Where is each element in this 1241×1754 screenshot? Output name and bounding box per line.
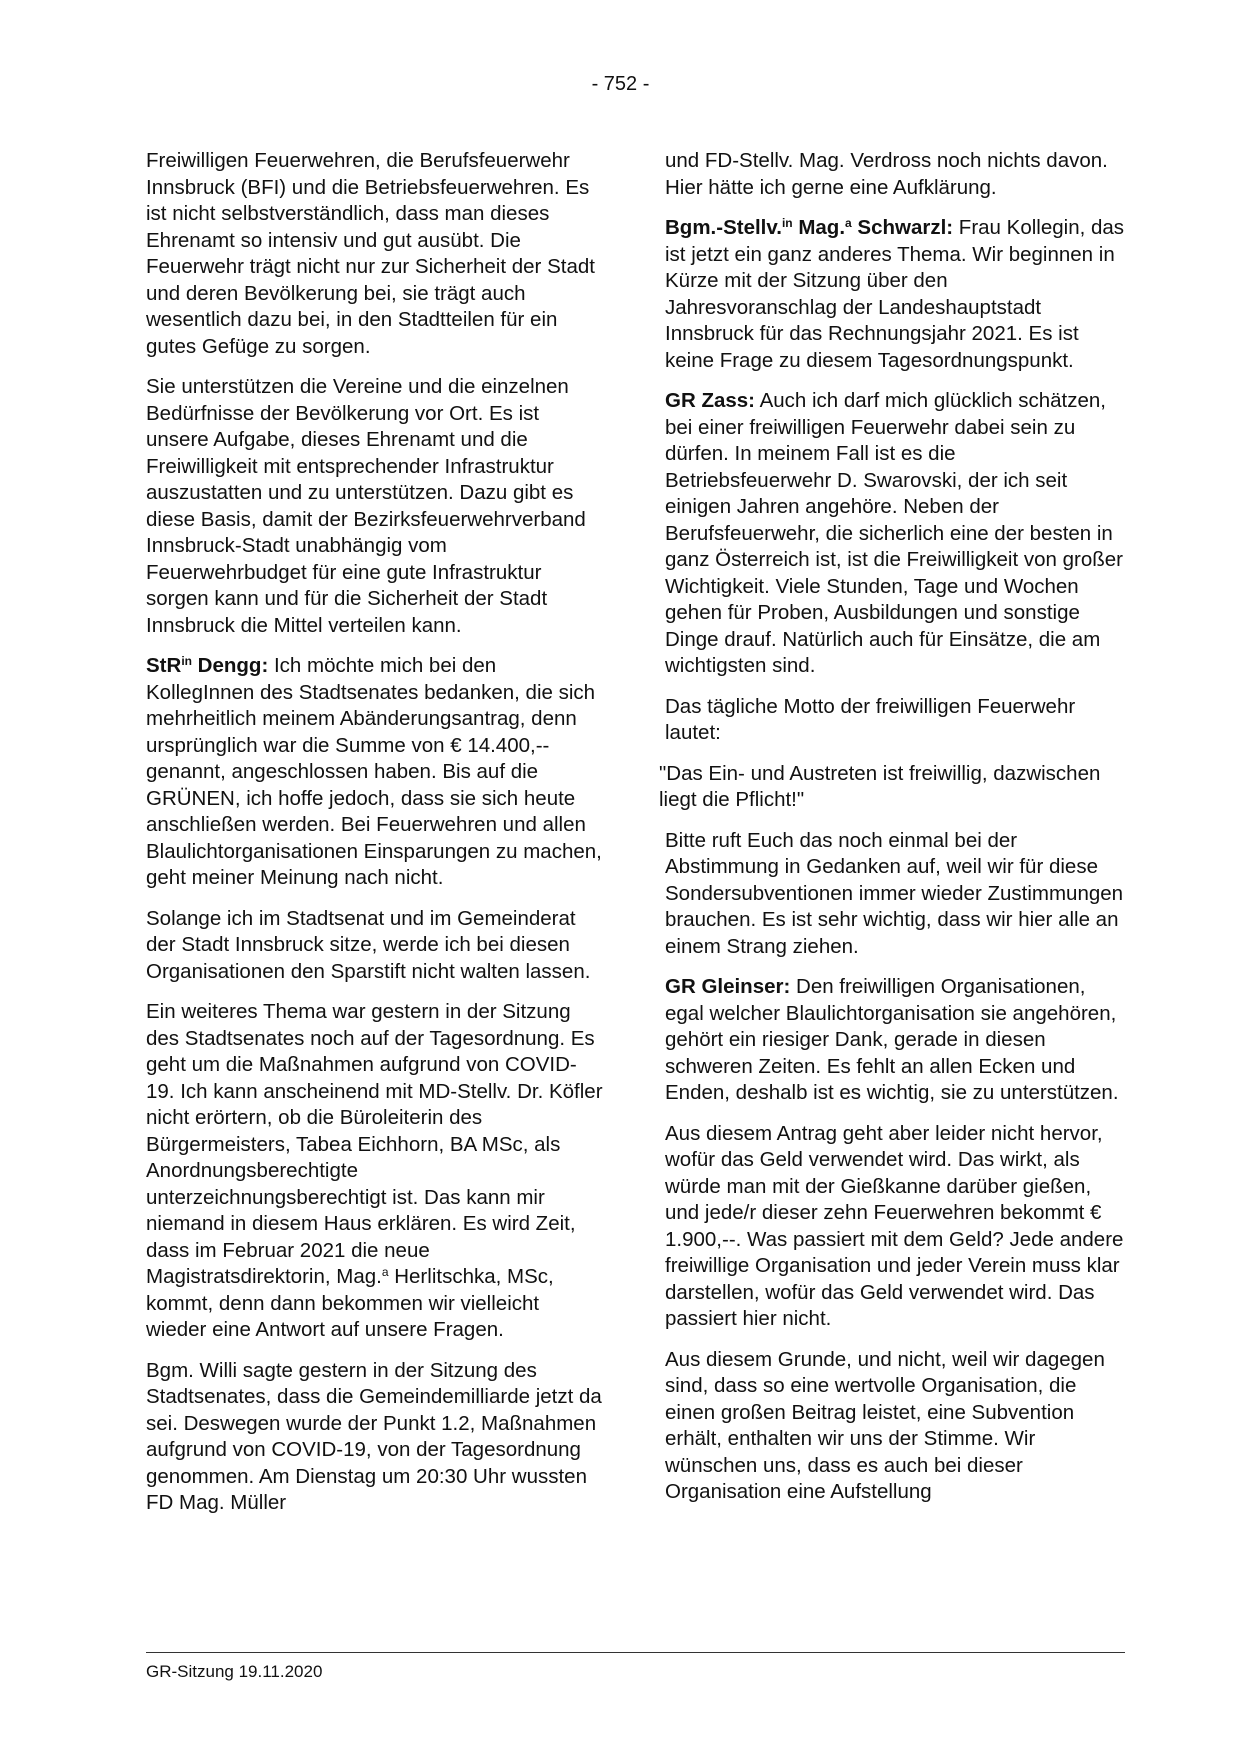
paragraph: Freiwilligen Feuerwehren, die Berufsfeuerwehr Innsbruck (BFI) und die Betriebsfeuerwehren. Es ist nicht selbstverständlich, dass man dieses Ehrenamt so intensiv und gut ausübt. Die Feuerwehr trägt nicht nur zur Sicherheit der Stadt und deren Bevölkerung bei, sie trägt auch wesentlich dazu bei, in den Stadtteilen für ein gutes Gefüge zu sorgen. (146, 149, 595, 358)
speaker-name: GR Gleinser: (665, 975, 791, 998)
paragraph: Aus diesem Antrag geht aber leider nicht hervor, wofür das Geld verwendet wird. Das wirkt, als würde man mit der Gießkanne darüber gießen, und jede/r dieser zehn Feuerwehren bekommt € 1.900,--. Was passiert mit dem Geld? Jede andere freiwillige Organisation und jeder Verein muss klar darstellen, wofür das Geld verwendet wird. Das passiert hier nicht. (665, 1121, 1124, 1330)
speech-paragraph (665, 974, 1125, 1107)
paragraph: Bitte ruft Euch das noch einmal bei der Abstimmung in Gedanken auf, weil wir für diese Sondersubventionen immer wieder Zustimmungen brauchen. Es ist sehr wichtig, dass wir hier alle an einem Strang ziehen. (665, 828, 1124, 958)
paragraph: Bgm. Willi sagte gestern in der Sitzung des Stadtsenates, dass die Gemeindemilliarde jetzt da sei. Deswegen wurde der Punkt 1.2, Maßnahmen aufgrund von COVID-19, von der Tagesordnung genommen. Am Dienstag um 20:30 Uhr wussten FD Mag. Müller (146, 1358, 602, 1514)
speech-paragraph (665, 388, 1125, 680)
speech-text: Auch ich darf mich glücklich schätzen, bei einer freiwilligen Feuerwehr dabei sein zu dürfen. In meinem Fall ist es die Betriebsfeuerwehr D. Swarovski, der ich seit einigen Jahren angehöre. Neben der Berufsfeuerwehr, die sicherlich eine der besten in ganz Österreich ist, ist die Freiwilligkeit von großer Wichtigkeit. Viele Stunden, Tage und Wochen gehen für Proben, Ausbildungen und sonstige Dinge drauf. Natürlich auch für Einsätze, die am wichtigsten sind. (665, 389, 1123, 677)
paragraph: und FD-Stellv. Mag. Verdross noch nichts davon. Hier hätte ich gerne eine Aufklärung. (665, 149, 1108, 199)
speaker-name: StR$^{in}$ Dengg: (146, 654, 269, 677)
footer-label: GR-Sitzung 19.11.2020 (146, 1662, 323, 1681)
paragraph: Das tägliche Motto der freiwilligen Feuerwehr lautet: (665, 694, 1076, 744)
paragraph: Sie unterstützen die Vereine und die einzelnen Bedürfnisse der Bevölkerung vor Ort. Es ist unsere Aufgabe, dieses Ehrenamt und die Freiwilligkeit mit entsprechender Infrastruktur auszustatten und zu unterstützen. Dazu gibt es diese Basis, damit der Bezirksfeuerwehrverband Innsbruck-Stadt unabhängig vom Feuerwehrbudget für eine gute Infrastruktur sorgen kann und für die Sicherheit der Stadt Innsbruck die Mittel verteilen kann. (146, 375, 586, 637)
speaker-name: Bgm.-Stellv.$^{in}$ Mag.$^a$ Schwarzl: (665, 216, 954, 239)
motto-quote: "Das Ein- und Austreten ist freiwillig, dazwischen liegt die Pflicht!" (659, 761, 1101, 811)
paragraph: Aus diesem Grunde, und nicht, weil wir dagegen sind, dass so eine wertvolle Organisation, die einen großen Beitrag leistet, eine Subvention erhält, enthalten wir uns der Stimme. Wir wünschen uns, dass es auch bei dieser Organisation eine Aufstellung (665, 1347, 1105, 1503)
left-column (146, 148, 604, 1531)
speech-text: Den freiwilligen Organisationen, egal welcher Blaulichtorganisation sie angehören, gehört ein riesiger Dank, gerade in diesen schweren Zeiten. Es fehlt an allen Ecken und Enden, deshalb ist es wichtig, sie zu unterstützen. (665, 975, 1119, 1104)
speech-text: Ich möchte mich bei den KollegInnen des Stadtsenates bedanken, die sich mehrheitlich meinem Abänderungsantrag, denn ursprünglich war die Summe von € 14.400,-- genannt, angeschlossen haben. Bis auf die GRÜNEN, ich hoffe jedoch, dass sie sich heute anschließen werden. Bei Feuerwehren und allen Blaulichtorganisationen Einsparungen zu machen, geht meiner Meinung nach nicht. (146, 654, 602, 889)
speech-text: Frau Kollegin, das ist jetzt ein ganz anderes Thema. Wir beginnen in Kürze mit der Sitzung über den Jahresvoranschlag der Landeshauptstadt Innsbruck für das Rechnungsjahr 2021. Es ist keine Frage zu diesem Tagesordnungspunkt. (665, 216, 1125, 372)
footer-divider (146, 1652, 1125, 1653)
paragraph: Ein weiteres Thema war gestern in der Sitzung des Stadtsenates noch auf der Tagesordnung. Es geht um die Maßnahmen aufgrund von COVID-19. Ich kann anscheinend mit MD-Stellv. Dr. Köfler nicht erörtern, ob die Büroleiterin des Bürgermeisters, Tabea Eichhorn, BA MSc, als Anordnungsberechtigte unterzeichnungsberechtigt ist. Das kann mir niemand in diesem Haus erklären. Es wird Zeit, dass im Februar 2021 die neue Magistratsdirektorin, Mag.$^a$ Herlitschka, MSc, kommt, denn dann bekommen wir vielleicht wieder eine Antwort auf unsere Fragen. (146, 1000, 603, 1341)
speaker-name: GR Zass: (665, 389, 755, 412)
speech-paragraph (665, 215, 1125, 374)
page-number: - 752 - (591, 73, 650, 95)
right-column (659, 148, 1125, 1520)
speech-paragraph (146, 653, 604, 892)
paragraph: Solange ich im Stadtsenat und im Gemeinderat der Stadt Innsbruck sitze, werde ich bei diesen Organisationen den Sparstift nicht walten lassen. (146, 906, 591, 983)
